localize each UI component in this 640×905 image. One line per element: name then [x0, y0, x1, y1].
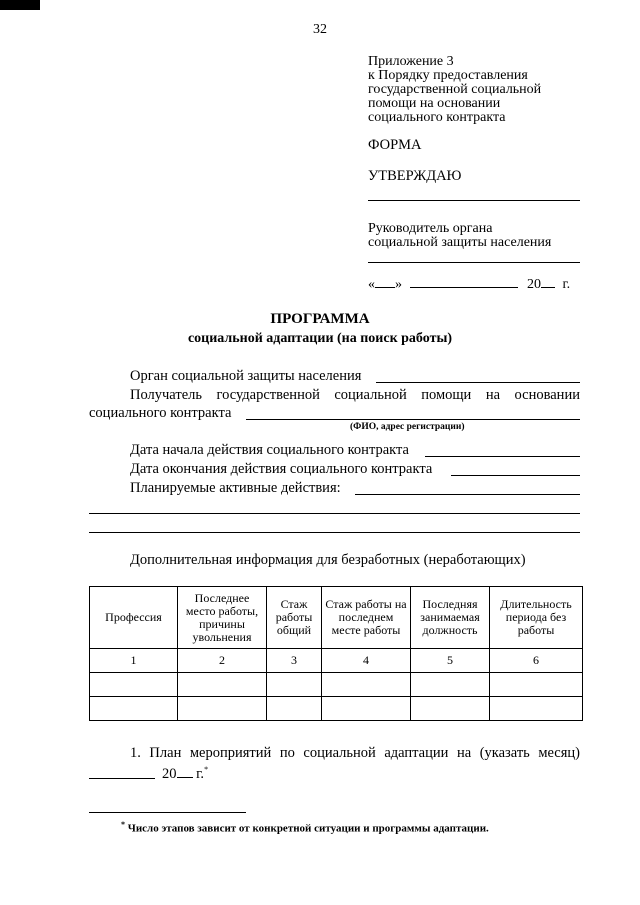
- word: по: [279, 745, 295, 761]
- word: 1.: [130, 745, 141, 761]
- org-label: Орган социальной защиты населения: [130, 368, 362, 384]
- head-line: социальной защиты населения: [368, 235, 552, 250]
- table-cell[interactable]: [90, 673, 178, 697]
- recipient-input-line[interactable]: [246, 419, 580, 420]
- header-cell: Последнее место работы, причины увольнения: [178, 587, 267, 649]
- month-line: [410, 276, 518, 288]
- footnote: [121, 820, 489, 835]
- table-cell[interactable]: [490, 697, 583, 721]
- header-cell: Стаж работы на последнем месте работы: [322, 587, 411, 649]
- table-number-row: [90, 649, 583, 673]
- additional-info-heading: Дополнительная информация для безработных (неработающих): [130, 552, 526, 568]
- table-cell[interactable]: [490, 673, 583, 697]
- footnote-ref: *: [204, 765, 209, 774]
- plan-year: [162, 765, 208, 783]
- appendix-line: Приложение 3: [368, 54, 454, 69]
- year-suffix: г.: [562, 277, 571, 292]
- document-title: ПРОГРАММА: [270, 311, 370, 327]
- header-cell: Профессия: [90, 587, 178, 649]
- header-cell: Длительность периода без работы: [490, 587, 583, 649]
- date-close-quote: »: [395, 277, 402, 292]
- planned-actions-input-line[interactable]: [355, 494, 580, 495]
- word: помощи: [421, 387, 472, 403]
- column-number: 4: [322, 649, 411, 673]
- footnote-separator: [89, 812, 246, 813]
- planned-actions-label: Планируемые активные действия:: [130, 480, 341, 496]
- column-number: 2: [178, 649, 267, 673]
- word: адаптации: [384, 745, 449, 761]
- approval-date: [368, 276, 580, 293]
- table-cell[interactable]: [267, 697, 322, 721]
- table-cell[interactable]: [322, 697, 411, 721]
- word: социальной: [303, 745, 376, 761]
- appendix-line: помощи на основании: [368, 96, 501, 111]
- day-line: [375, 276, 395, 288]
- footnote-mark: *: [121, 820, 125, 829]
- plan-year-suffix: г.: [196, 765, 205, 782]
- end-date-input-line[interactable]: [451, 475, 580, 476]
- document-subtitle: социальной адаптации (на поиск работы): [187, 331, 453, 346]
- unemployment-info-table: [89, 586, 583, 721]
- recipient-label: [130, 387, 580, 404]
- year-prefix: 20: [527, 277, 541, 292]
- table-cell[interactable]: [178, 673, 267, 697]
- planned-actions-line-3[interactable]: [89, 532, 580, 533]
- table-cell[interactable]: [90, 697, 178, 721]
- page-number: 32: [313, 22, 327, 37]
- approve-label: УТВЕРЖДАЮ: [368, 168, 462, 184]
- word: Получатель: [130, 387, 202, 403]
- approver-signature-line: [368, 200, 580, 201]
- fio-hint: (ФИО, адрес регистрации): [350, 422, 465, 432]
- word: (указать: [479, 745, 530, 761]
- plan-month-line[interactable]: [89, 778, 155, 779]
- word: мероприятий: [189, 745, 272, 761]
- scan-corner-mark: [0, 0, 40, 10]
- form-label: ФОРМА: [368, 137, 422, 153]
- table-cell[interactable]: [411, 697, 490, 721]
- year-line: [541, 276, 555, 288]
- head-of-agency: [368, 222, 551, 250]
- date-open-quote: «: [368, 277, 375, 292]
- planned-actions-line-2[interactable]: [89, 513, 580, 514]
- table-row: [90, 697, 583, 721]
- head-line: Руководитель органа: [368, 221, 493, 236]
- word: основании: [514, 387, 580, 403]
- footnote-text: Число этапов зависит от конкретной ситуации и программы адаптации.: [127, 822, 489, 835]
- table-header-row: [90, 587, 583, 649]
- table-cell[interactable]: [411, 673, 490, 697]
- org-input-line[interactable]: [376, 382, 580, 383]
- header-cell: Последняя занимаемая должность: [411, 587, 490, 649]
- word: на: [456, 745, 472, 761]
- start-date-input-line[interactable]: [425, 456, 580, 457]
- plan-heading: [130, 745, 580, 762]
- word: месяц): [538, 745, 580, 761]
- word: социальной: [334, 387, 407, 403]
- column-number: 1: [90, 649, 178, 673]
- word: на: [485, 387, 501, 403]
- table-cell[interactable]: [267, 673, 322, 697]
- plan-year-line[interactable]: [177, 766, 193, 778]
- column-number: 6: [490, 649, 583, 673]
- appendix-line: государственной социальной: [368, 82, 542, 97]
- column-number: 5: [411, 649, 490, 673]
- plan-year-prefix: 20: [162, 765, 177, 782]
- appendix-block: [368, 55, 541, 125]
- appendix-line: социального контракта: [368, 110, 506, 125]
- recipient-label-cont: социального контракта: [89, 405, 232, 421]
- table-cell[interactable]: [178, 697, 267, 721]
- appendix-line: к Порядку предоставления: [368, 68, 528, 83]
- header-cell: Стаж работы общий: [267, 587, 322, 649]
- column-number: 3: [267, 649, 322, 673]
- table-row: [90, 673, 583, 697]
- start-date-label: Дата начала действия социального контракта: [130, 442, 409, 458]
- word: План: [149, 745, 182, 761]
- head-name-line: [368, 262, 580, 263]
- table-cell[interactable]: [322, 673, 411, 697]
- word: государственной: [216, 387, 320, 403]
- end-date-label: Дата окончания действия социального контракта: [130, 461, 433, 477]
